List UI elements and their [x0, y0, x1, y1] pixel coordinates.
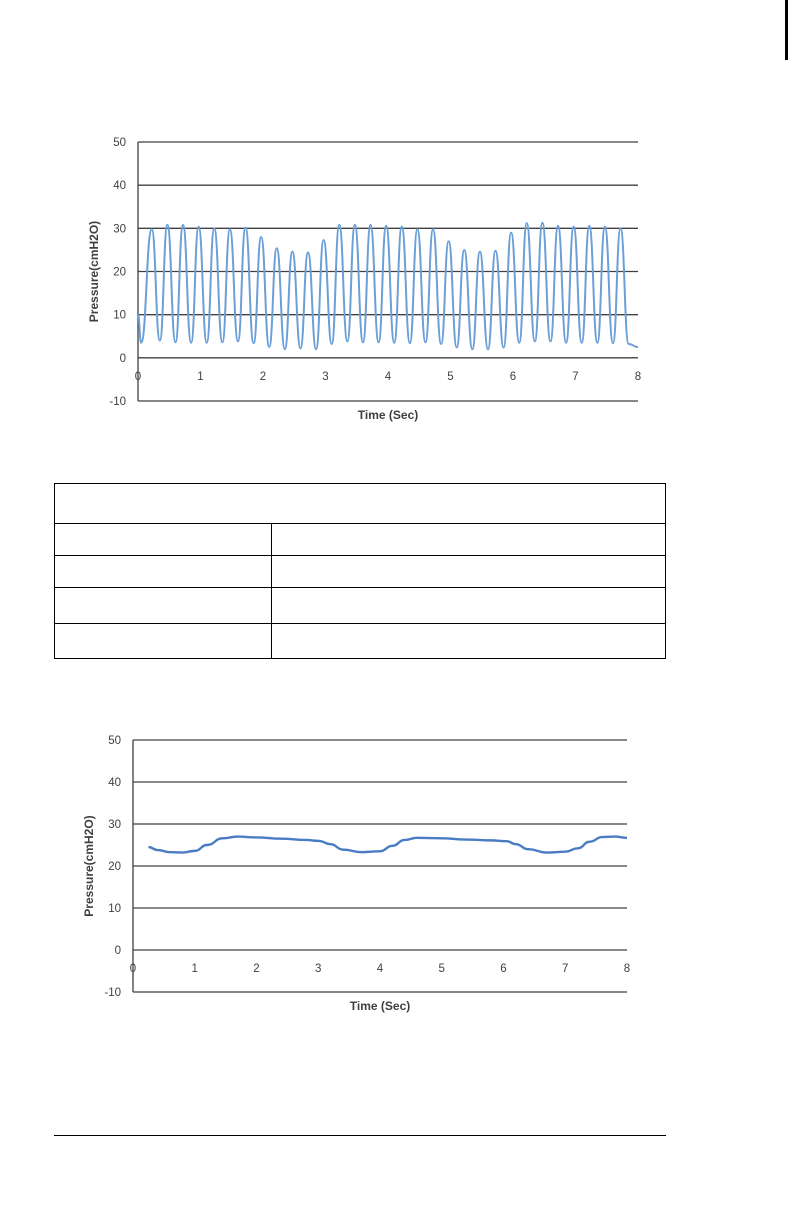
y-tick-label: 30	[108, 819, 121, 831]
y-tick-label: 50	[108, 735, 121, 747]
y-tick-label: 20	[113, 266, 126, 279]
y-axis-label: Pressure(cmH2O)	[82, 815, 96, 917]
y-tick-label: 0	[119, 352, 126, 365]
x-tick-label: 7	[562, 963, 569, 975]
y-tick-label: 30	[113, 223, 126, 236]
x-tick-label: 5	[447, 370, 454, 383]
x-axis-label: Time (Sec)	[357, 408, 419, 422]
x-tick-label: 8	[623, 963, 631, 975]
series-line	[148, 837, 627, 853]
y-tick-label: 40	[108, 777, 121, 789]
x-tick-label: 4	[376, 963, 384, 975]
y-tick-label: 50	[113, 137, 126, 149]
x-tick-label: 2	[253, 963, 260, 975]
x-axis-label: Time (Sec)	[349, 999, 411, 1013]
y-tick-label: 10	[108, 903, 121, 915]
x-tick-label: 6	[509, 370, 517, 383]
y-tick-label: -10	[104, 987, 121, 999]
y-tick-label: 10	[113, 309, 126, 322]
y-tick-label: 0	[114, 945, 121, 957]
x-tick-label: 3	[315, 963, 322, 975]
x-tick-label: 4	[384, 370, 392, 383]
x-tick-label: 0	[134, 370, 142, 383]
x-tick-label: 8	[634, 370, 642, 383]
y-axis-label: Pressure(cmH2O)	[87, 220, 101, 323]
x-tick-label: 7	[572, 370, 579, 383]
y-tick-label: 40	[113, 180, 126, 193]
x-tick-label: 6	[500, 963, 507, 975]
x-tick-label: 1	[191, 963, 198, 975]
y-tick-label: -10	[109, 396, 126, 408]
x-tick-label: 5	[438, 963, 445, 975]
x-tick-label: 2	[259, 370, 267, 383]
footer-rule	[54, 1135, 666, 1136]
x-tick-label: 3	[322, 370, 329, 383]
y-tick-label: 20	[108, 861, 121, 873]
x-tick-label: 1	[197, 370, 204, 383]
x-tick-label: 0	[129, 963, 137, 975]
